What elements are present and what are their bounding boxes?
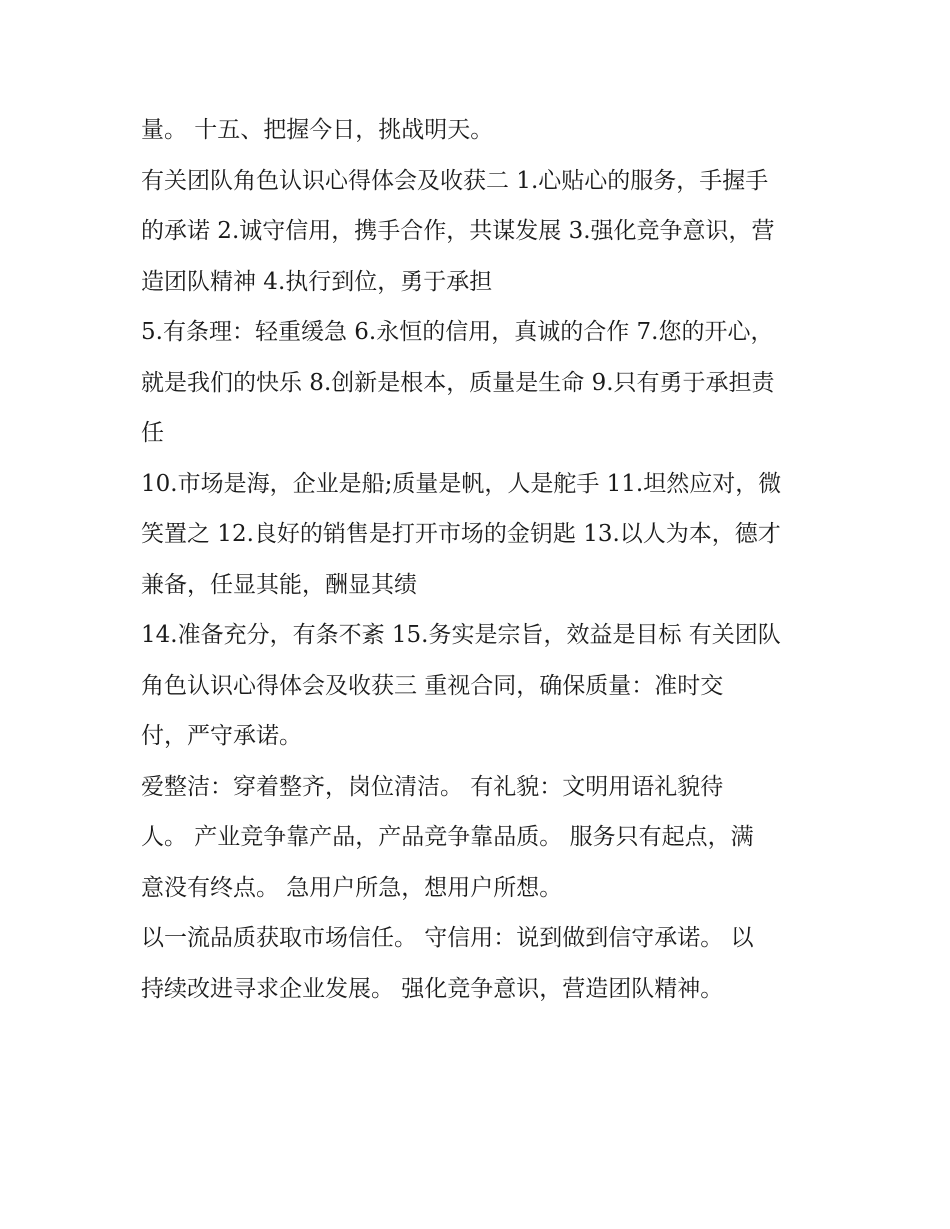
text-line: 角色认识心得体会及收获三 重视合同，确保质量：准时交 [141, 672, 724, 699]
text-line: 以一流品质获取市场信任。 守信用：说到做到信守承诺。 以 [141, 925, 754, 951]
text-line: 付，严守承诺。 [141, 723, 302, 749]
text-line: 造团队精神 4.执行到位，勇于承担 [141, 268, 493, 295]
text-line: 任 [141, 420, 164, 446]
text-line: 就是我们的快乐 8.创新是根本，质量是生命 9.只有勇于承担责 [141, 369, 775, 396]
text-line: 的承诺 2.诚守信用，携手合作，共谋发展 3.强化竞争意识，营 [141, 218, 775, 244]
text-line: 笑置之 12.良好的销售是打开市场的金钥匙 13.以人为本，德才 [141, 521, 781, 547]
text-line: 10.市场是海，企业是船;质量是帆，人是舵手 11.坦然应对，微 [141, 470, 782, 497]
text-line: 量。 十五、把握今日，挑战明天。 [141, 117, 494, 143]
text-line: 意没有终点。 急用户所急，想用户所想。 [141, 874, 563, 901]
document-body [141, 105, 821, 1014]
text-line: 爱整洁：穿着整齐，岗位清洁。 有礼貌：文明用语礼貌待 [141, 773, 724, 800]
text-line: 持续改进寻求企业发展。 强化竞争意识，营造团队精神。 [141, 975, 724, 1002]
text-line: 人。 产业竞争靠产品，产品竞争靠品质。 服务只有起点，满 [141, 824, 754, 850]
text-line: 14.准备充分，有条不紊 15.务实是宗旨，效益是目标 有关团队 [141, 622, 781, 648]
text-line: 有关团队角色认识心得体会及收获二 1.心贴心的服务，手握手 [141, 167, 769, 194]
text-line: 5.有条理：轻重缓急 6.永恒的信用，真诚的合作 7.您的开心， [141, 319, 774, 345]
text-line: 兼备，任显其能，酬显其绩 [141, 571, 417, 598]
